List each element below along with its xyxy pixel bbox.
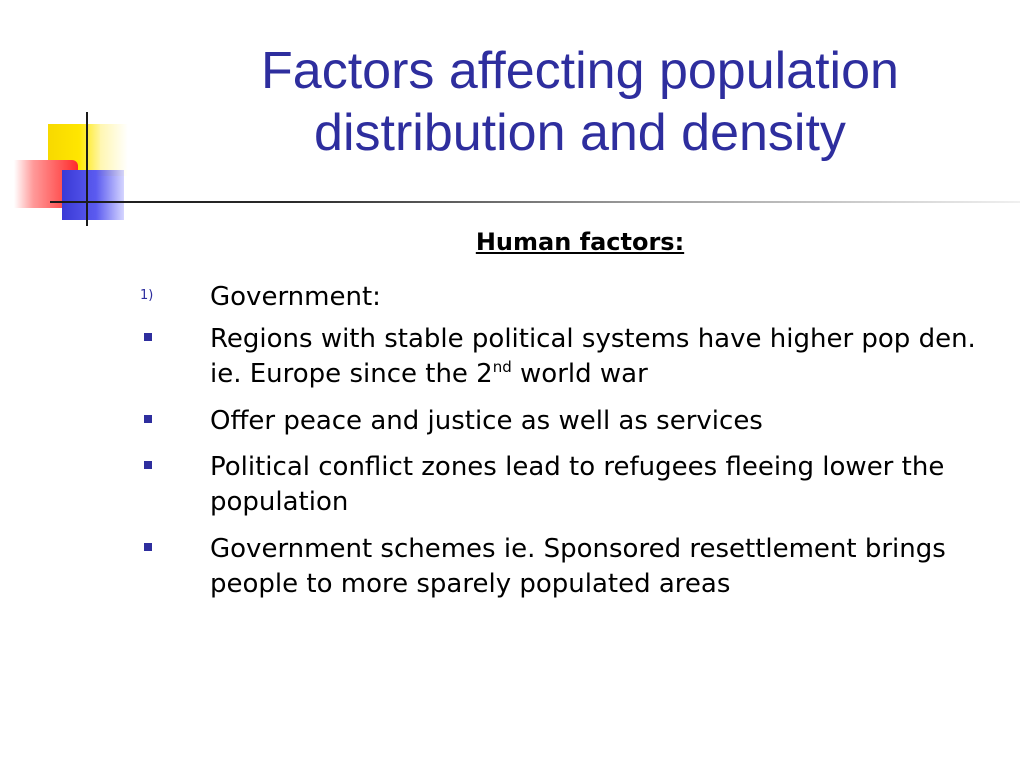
- vertical-rule: [86, 112, 88, 226]
- list-item-text-part: Regions with stable political systems have higher pop den. ie. Europe since the 2: [210, 324, 976, 389]
- bullet-square-icon: [144, 543, 152, 551]
- bullet-square-icon: [144, 333, 152, 341]
- list-item-text: [210, 322, 1000, 392]
- list-item-text: Government:: [210, 282, 381, 312]
- yellow-fade-decoration: [100, 124, 128, 176]
- blue-square-decoration: [62, 170, 124, 220]
- bullet-square-icon: [144, 415, 152, 423]
- slide-title: [150, 40, 1010, 164]
- list-number: 1): [140, 288, 154, 303]
- ordinal-superscript: nd: [492, 358, 512, 376]
- list-item-text: Offer peace and justice as well as services: [210, 406, 763, 436]
- subheading: Human factors:: [475, 228, 685, 256]
- list-item-text: Political conflict zones lead to refugees fleeing lower the population: [210, 452, 945, 517]
- bullet-square-icon: [144, 461, 152, 469]
- list-item-text: Government schemes ie. Sponsored resettlement brings people to more sparely populated areas: [210, 534, 946, 599]
- slide-title-line-2: distribution and density: [314, 104, 846, 162]
- slide-title-line-1: Factors affecting population: [261, 42, 899, 100]
- list-item-text-part: world war: [511, 359, 648, 389]
- title-underline-rule: [50, 201, 1020, 203]
